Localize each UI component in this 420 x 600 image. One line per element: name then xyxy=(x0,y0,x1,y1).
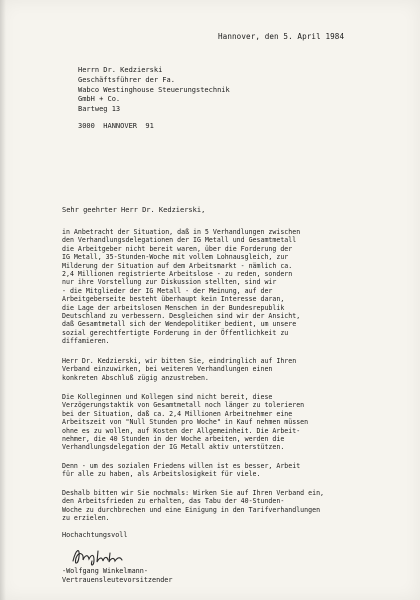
closing: Hochachtungsvoll xyxy=(62,531,128,539)
recipient-line: Geschäftsführer der Fa. xyxy=(78,75,175,84)
paragraph-line: zu erzielen. xyxy=(62,514,110,523)
paragraph-line: daß Gesamtmetall sich der Wendepolitiker bedient, um unsere xyxy=(62,320,297,329)
page-shadow-edge xyxy=(0,0,6,600)
recipient-city: 3000 HANNOVER 91 xyxy=(78,121,154,130)
paragraph-2 xyxy=(62,357,296,382)
signer-title: Vertrauensleutevorsitzender xyxy=(62,575,173,584)
paragraph-line: Denn - um des sozialen Friedens willen ist es besser, Arbeit xyxy=(62,462,301,470)
recipient-line: Wabco Westinghouse Steuerungstechnik xyxy=(78,85,230,94)
recipient-address xyxy=(78,66,230,132)
paragraph-line: Arbeitgeberseite besteht überhaupt kein Interesse daran, xyxy=(62,295,285,304)
paragraph-1 xyxy=(62,228,300,346)
paragraph-line: konkreten Abschluß zügig anzustreben. xyxy=(62,373,209,382)
paragraph-line: IG Metall, 35-Stunden-Woche mit vollem Lohnausgleich, zur xyxy=(62,253,289,262)
recipient-line: Herrn Dr. Kedzierski xyxy=(78,66,163,74)
paragraph-line: den Verhandlungsdelegationen der IG Metall und Gesamtmetall xyxy=(62,236,297,245)
paragraph-line: die Lage der arbeitslosen Menschen in der Bundesrepublik xyxy=(62,303,285,312)
paragraph-line: Verzögerungstaktik von Gesamtmetall noch länger zu tolerieren xyxy=(62,401,305,410)
paragraph-line: Milderung der Situation auf dem Arbeitsmarkt - nämlich ca. xyxy=(62,261,293,270)
paragraph-4 xyxy=(62,462,300,479)
paragraph-line: nehmer, die 40 Stunden in der Woche arbeiten, werden die xyxy=(62,435,285,444)
paragraph-line: Deshalb bitten wir Sie nochmals: Wirken Sie auf Ihren Verband ein, xyxy=(62,489,325,497)
recipient-line: GmbH + Co. xyxy=(78,95,121,104)
paragraph-line: Deutschland zu verbessern. Desgleichen sind wir der Ansicht, xyxy=(62,312,301,321)
salutation: Sehr geehrter Herr Dr. Kedzierski, xyxy=(62,206,206,214)
paragraph-line: sozial gerechtfertigte Forderung in der Öffentlichkeit zu xyxy=(62,328,289,337)
paragraph-line: in Anbetracht der Situation, daß in 5 Verhandlungen zwischen xyxy=(62,228,301,236)
recipient-line: Bartweg 13 xyxy=(78,105,121,114)
paragraph-5 xyxy=(62,489,324,523)
paragraph-line: ohne es zu wollen, auf Kosten der Allgemeinheit. Die Arbeit- xyxy=(62,426,301,435)
paragraph-line: Verhandlungsdelegation der IG Metall aktiv unterstützen. xyxy=(62,443,285,452)
letter-date: Hannover, den 5. April 1984 xyxy=(218,32,345,41)
paragraph-line: Verband einzuwirken, bei weiteren Verhandlungen einen xyxy=(62,365,273,374)
paragraph-line: diffamieren. xyxy=(62,337,110,346)
paragraph-line: 2,4 Millionen registrierte Arbeitslose - zu reden, sondern xyxy=(62,270,293,279)
paragraph-line: Die Kolleginnen und Kollegen sind nicht bereit, diese xyxy=(62,393,273,401)
paragraph-line: nur ihre Vorstellung zur Diskussion stellten, sind wir xyxy=(62,278,277,287)
signer-block xyxy=(62,567,173,584)
paragraph-3 xyxy=(62,393,308,452)
handwritten-signature xyxy=(70,543,140,569)
paragraph-line: für alle zu haben, als Arbeitslosigkeit für viele. xyxy=(62,470,261,479)
paragraph-line: Herr Dr. Kedzierski, wir bitten Sie, eindringlich auf Ihren xyxy=(62,357,297,365)
paragraph-line: Woche zu durchbrechen und eine Einigung in den Tarifverhandlungen xyxy=(62,505,321,514)
paragraph-line: Arbeitszeit von "Null Stunden pro Woche" in Kauf nehmen müssen xyxy=(62,418,309,427)
paragraph-line: - die Mitglieder der IG Metall - der Meinung, auf der xyxy=(62,286,273,295)
signer-name: -Wolfgang Winkelmann- xyxy=(62,567,148,575)
paragraph-line: die Arbeitgeber nicht bereit waren, über die Forderung der xyxy=(62,244,293,253)
paragraph-line: den Arbeitsfrieden zu erhalten, das Tabu der 40-Stunden- xyxy=(62,497,285,506)
paragraph-line: bei der Situation, daß ca. 2,4 Millionen Arbeitnehmer eine xyxy=(62,409,293,418)
